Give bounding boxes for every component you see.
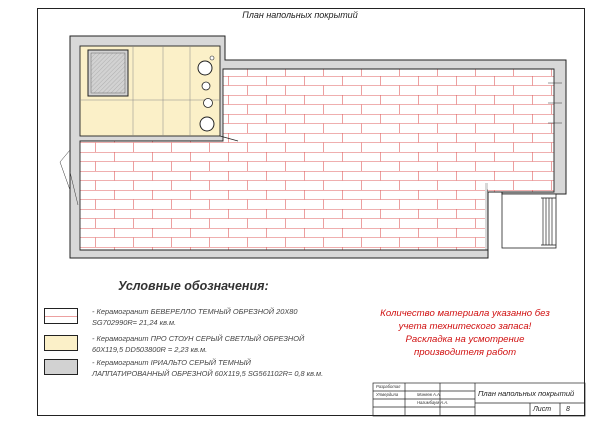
- legend-item-3: [92, 358, 323, 379]
- legend-swatch-brick: [44, 308, 78, 324]
- legend-item-1: [92, 307, 298, 328]
- radiator-balcony: [502, 194, 556, 248]
- legend-swatch-dark: [44, 359, 78, 375]
- note-line2: учета технитеского запаса!: [398, 321, 532, 332]
- stamp-row2-name: Нагимбаум А.А.: [417, 400, 449, 405]
- stamp: [373, 383, 585, 416]
- legend-swatch-light: [44, 335, 78, 351]
- legend-item-2: [92, 334, 304, 355]
- legend-item-1-line2: SG702990R= 21,24 кв.м.: [92, 317, 177, 327]
- legend-item-1-line1: - Керамогранит БЕВЕРЕЛЛО ТЕМНЫЙ ОБРЕЗНОЙ 20Х80: [92, 307, 298, 316]
- legend-title: Условные обозначения:: [118, 279, 269, 293]
- stamp-sheet-number: 8: [566, 406, 570, 413]
- legend-item-2-line1: - Керамогранит ПРО СТОУН СЕРЫЙ СВЕТЛЫЙ ОБРЕЗНОЙ: [92, 334, 305, 343]
- drawing-title: План напольных покрытий: [242, 10, 358, 20]
- material-note: [330, 307, 600, 359]
- note-line4: производителя работ: [413, 347, 517, 358]
- legend-item-3-line1: - Керамогранит ІРИАЛЬТО СЕРЫЙ ТЕМНЫЙ: [92, 358, 251, 367]
- legend-item-2-line2: 60Х119,5 DD503800R = 2,23 кв.м.: [92, 344, 208, 354]
- stamp-sheet-name: План напольных покрытий: [478, 389, 575, 398]
- legend-item-3-line2: ЛАППАТИРОВАННЫЙ ОБРЕЗНОЙ 60Х119,5 SG561102R= 0,8 кв.м.: [92, 368, 324, 378]
- note-line1: Количество материала указанно без: [380, 308, 550, 319]
- stamp-row2-label: Утвердила: [376, 392, 399, 397]
- stamp-row1-label: Разработал: [376, 384, 401, 389]
- stamp-row1-name: Миняев А.А.: [417, 392, 441, 397]
- bathroom: [80, 46, 238, 141]
- stamp-sheet-label: Лист: [533, 406, 552, 413]
- note-line3: Раскладка на усмотрение: [405, 334, 525, 345]
